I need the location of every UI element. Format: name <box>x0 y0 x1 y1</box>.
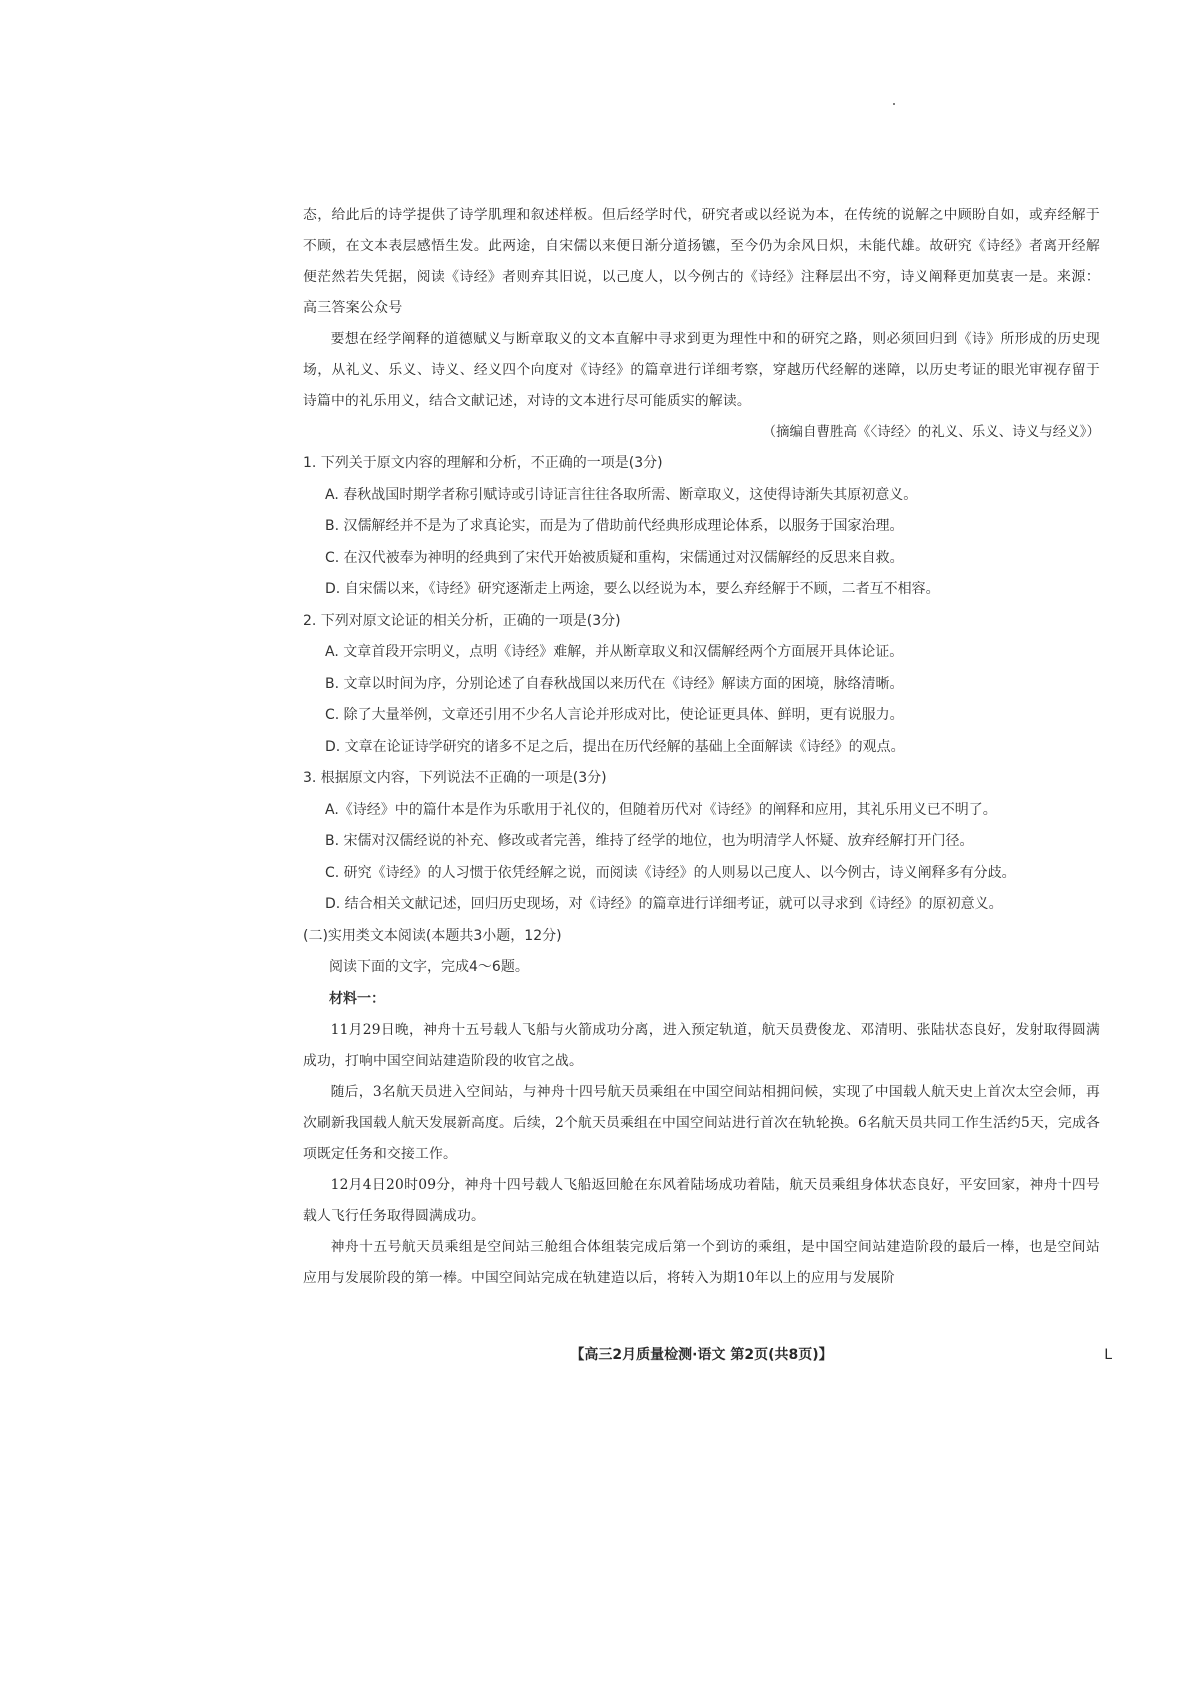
passage-paragraph-2: 要想在经学阐释的道德赋义与断章取义的文本直解中寻求到更为理性中和的研究之路，则必须回归到《诗》所形成的历史现场，从礼义、乐义、诗义、经义四个向度对《诗经》的篇章进行详细考察，穿越历代经解的迷障，以历史考证的眼光审视存留于诗篇中的礼乐用义，结合文献记述，对诗的文本进行尽可能质实的解读。 <box>303 331 1100 409</box>
option-b: B. 汉儒解经并不是为了求真论实，而是为了借助前代经典形成理论体系，以服务于国家治理。 <box>325 518 904 534</box>
page-footer <box>303 1340 1112 1370</box>
source-watermark: 来源：高三答案公众号 <box>303 269 1100 316</box>
option-d: D. 结合相关文献记述，回归历史现场，对《诗经》的篇章进行详细考证，就可以寻求到《诗经》的原初意义。 <box>325 896 1003 912</box>
section-heading: (二)实用类文本阅读(本题共3小题，12分) <box>303 927 562 944</box>
option-a: A. 文章首段开宗明义，点明《诗经》难解，并从断章取义和汉儒解经两个方面展开具体论证。 <box>325 644 904 660</box>
option-b: B. 宋儒对汉儒经说的补充、修改或者完善，维持了经学的地位，也为明清学人怀疑、放弃经解打开门径。 <box>325 833 974 849</box>
question-3 <box>303 763 1100 921</box>
option-b: B. 文章以时间为序，分别论述了自春秋战国以来历代在《诗经》解读方面的困境，脉络清晰。 <box>325 675 904 692</box>
passage-paragraph-1 <box>303 200 1100 324</box>
option-a: A.《诗经》中的篇什本是作为乐歌用于礼仪的，但随着历代对《诗经》的阐释和应用，其礼乐用义已不明了。 <box>325 801 997 818</box>
option-d: D. 自宋儒以来，《诗经》研究逐渐走上两途，要么以经说为本，要么弃经解于不顾，二者互不相容。 <box>325 581 940 597</box>
footer-page-info: 【高三2月质量检测·语文 第2页(共8页)】 <box>570 1347 833 1363</box>
material-paragraph-4: 神舟十五号航天员乘组是空间站三舱组合体组装完成后第一个到访的乘组，是中国空间站建造阶段的最后一棒，也是空间站应用与发展阶段的第一棒。中国空间站完成在轨建造以后，将转入为期10年以上的应用与发展阶 <box>303 1239 1100 1286</box>
question-stem: 1. 下列关于原文内容的理解和分析，不正确的一项是(3分) <box>303 455 663 471</box>
option-c: C. 除了大量举例，文章还引用不少名人言论并形成对比，使论证更具体、鲜明，更有说服力。 <box>325 707 904 723</box>
question-stem: 2. 下列对原文论证的相关分析，正确的一项是(3分) <box>303 612 621 629</box>
question-stem: 3. 根据原文内容，下列说法不正确的一项是(3分) <box>303 770 607 786</box>
question-1 <box>303 448 1100 606</box>
material-paragraph-2: 随后，3名航天员进入空间站，与神舟十四号航天员乘组在中国空间站相拥问候，实现了中国载人航天史上首次太空会师，再次刷新我国载人航天发展新高度。后续，2个航天员乘组在中国空间站进行首次在轨轮换。6名航天员共同工作生活约5天，完成各项既定任务和交接工作。 <box>303 1084 1100 1162</box>
option-c: C. 在汉代被奉为神明的经典到了宋代开始被质疑和重构，宋儒通过对汉儒解经的反思来自救。 <box>325 549 904 566</box>
section-instruction: 阅读下面的文字，完成4～6题。 <box>329 959 529 975</box>
material-label: 材料一： <box>329 990 385 1007</box>
option-c: C. 研究《诗经》的人习惯于依凭经解之说，而阅读《诗经》的人则易以己度人、以今例古，诗义阐释多有分歧。 <box>325 864 1016 881</box>
question-2 <box>303 606 1100 764</box>
exam-page <box>303 200 1100 1370</box>
option-d: D. 文章在论证诗学研究的诸多不足之后，提出在历代经解的基础上全面解读《诗经》的观点。 <box>325 738 905 755</box>
material-paragraph-3: 12月4日20时09分，神舟十四号载人飞船返回舱在东风着陆场成功着陆，航天员乘组身体状态良好，平安回家，神舟十四号载人飞行任务取得圆满成功。 <box>303 1177 1100 1224</box>
option-a: A. 春秋战国时期学者称引赋诗或引诗证言往往各取所需、断章取义，这使得诗渐失其原初意义。 <box>325 486 918 503</box>
passage-paragraph-1-text: 态，给此后的诗学提供了诗学肌理和叙述样板。但后经学时代，研究者或以经说为本，在传统的说解之中顾盼自如，或弃经解于不顾，在文本表层感悟生发。此两途，自宋儒以来便日渐分道扬镳，至今仍为余风日炽，未能代雄。故研究《诗经》者离开经解便茫然若失凭据，阅读《诗经》者则弃其旧说，以己度人，以今例古的《诗经》注释层出不穷，诗义阐释更加莫衷一是。 <box>303 207 1100 285</box>
footer-version-mark: L <box>1104 1347 1112 1363</box>
material-paragraph-1: 11月29日晚，神舟十五号载人飞船与火箭成功分离，进入预定轨道，航天员费俊龙、邓清明、张陆状态良好，发射取得圆满成功，打响中国空间站建造阶段的收官之战。 <box>303 1022 1100 1069</box>
passage-source: （摘编自曹胜高《〈诗经〉的礼义、乐义、诗义与经义》） <box>762 424 1100 440</box>
scan-speck <box>893 103 895 105</box>
